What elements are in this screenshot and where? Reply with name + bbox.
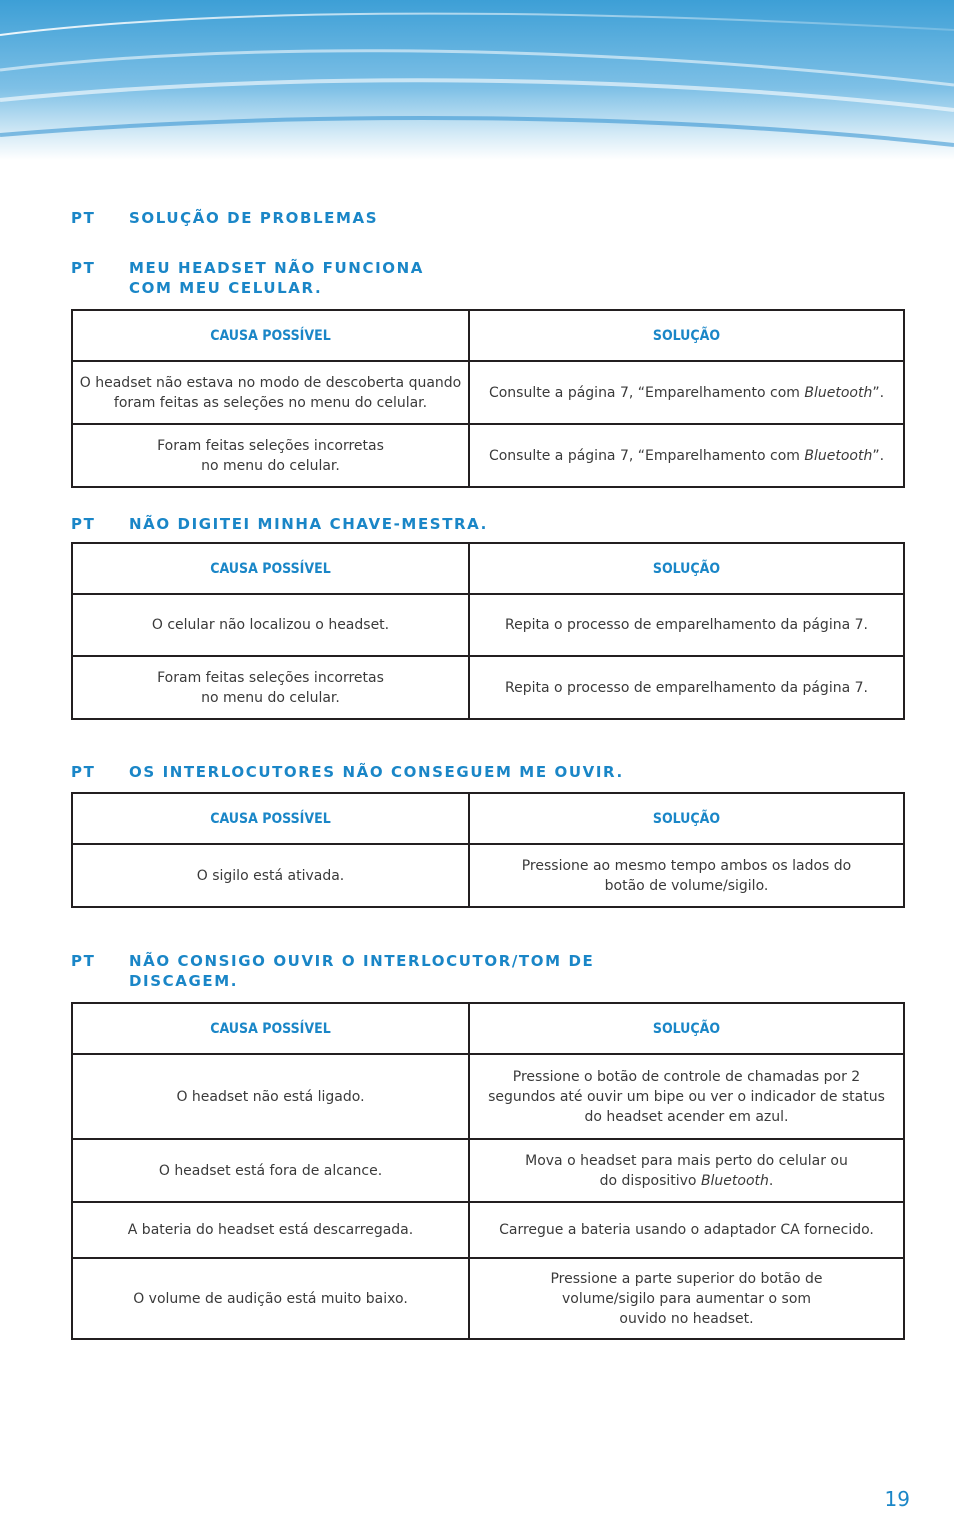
- heading-text-line1: NÃO CONSIGO OUVIR O INTERLOCUTOR/TOM DE: [129, 952, 595, 970]
- column-header-solution: SOLUÇÃO: [469, 543, 904, 594]
- page-number: 19: [884, 1487, 910, 1511]
- table-row: [72, 594, 904, 656]
- table-header-row: [72, 793, 904, 844]
- section-heading-cannot-hear-caller: [71, 951, 594, 991]
- language-code: PT: [71, 515, 96, 533]
- section-heading-headset-not-working: [71, 258, 424, 298]
- troubleshooting-table-1: [71, 309, 905, 488]
- table-row: [72, 361, 904, 424]
- cause-cell: O sigilo está ativada.: [72, 844, 469, 907]
- solution-cell: Carregue a bateria usando o adaptador CA fornecido.: [469, 1202, 904, 1258]
- table-row: [72, 1258, 904, 1339]
- column-header-cause: CAUSA POSSÍVEL: [72, 793, 469, 844]
- column-header-cause: CAUSA POSSÍVEL: [72, 543, 469, 594]
- section-heading-troubleshooting: [71, 208, 378, 228]
- table-row: [72, 844, 904, 907]
- cause-cell: O volume de audição está muito baixo.: [72, 1258, 469, 1339]
- troubleshooting-table-3: [71, 792, 905, 908]
- solution-cell: Repita o processo de emparelhamento da página 7.: [469, 594, 904, 656]
- cause-cell: O headset está fora de alcance.: [72, 1139, 469, 1202]
- heading-text: NÃO DIGITEI MINHA CHAVE-MESTRA.: [129, 515, 488, 533]
- table-row: [72, 656, 904, 719]
- solution-cell: Repita o processo de emparelhamento da página 7.: [469, 656, 904, 719]
- column-header-solution: SOLUÇÃO: [469, 1003, 904, 1054]
- language-code: PT: [71, 209, 96, 227]
- column-header-solution: SOLUÇÃO: [469, 310, 904, 361]
- solution-cell: Pressione a parte superior do botão de volume/sigilo para aumentar o som ouvido no headset.: [469, 1258, 904, 1339]
- cause-cell: O celular não localizou o headset.: [72, 594, 469, 656]
- solution-cell: Pressione ao mesmo tempo ambos os lados do botão de volume/sigilo.: [469, 844, 904, 907]
- section-heading-passkey: [71, 514, 488, 534]
- language-code: PT: [71, 259, 96, 277]
- header-wave-banner: [0, 0, 954, 160]
- cause-cell: O headset não está ligado.: [72, 1054, 469, 1139]
- cause-cell: Foram feitas seleções incorretas no menu do celular.: [72, 656, 469, 719]
- table-header-row: [72, 1003, 904, 1054]
- language-code: PT: [71, 952, 96, 970]
- table-header-row: [72, 310, 904, 361]
- heading-text: SOLUÇÃO DE PROBLEMAS: [129, 209, 379, 227]
- table-row: [72, 424, 904, 487]
- heading-text-line1: MEU HEADSET NÃO FUNCIONA: [129, 259, 424, 277]
- troubleshooting-table-2: [71, 542, 905, 720]
- heading-text: OS INTERLOCUTORES NÃO CONSEGUEM ME OUVIR.: [129, 763, 624, 781]
- language-code: PT: [71, 763, 96, 781]
- column-header-solution: SOLUÇÃO: [469, 793, 904, 844]
- column-header-cause: CAUSA POSSÍVEL: [72, 310, 469, 361]
- section-heading-callers-cannot-hear: [71, 762, 624, 782]
- cause-cell: O headset não estava no modo de descoberta quando foram feitas as seleções no menu do celular.: [72, 361, 469, 424]
- table-row: [72, 1202, 904, 1258]
- cause-cell: Foram feitas seleções incorretas no menu do celular.: [72, 424, 469, 487]
- table-row: [72, 1054, 904, 1139]
- heading-text-line2: COM MEU CELULAR.: [129, 279, 323, 297]
- solution-cell: Consulte a página 7, “Emparelhamento com Bluetooth”.: [469, 424, 904, 487]
- table-row: [72, 1139, 904, 1202]
- solution-cell: Consulte a página 7, “Emparelhamento com Bluetooth”.: [469, 361, 904, 424]
- troubleshooting-table-4: [71, 1002, 905, 1340]
- solution-cell: Pressione o botão de controle de chamadas por 2 segundos até ouvir um bipe ou ver o indicador de status do headset acender em azul.: [469, 1054, 904, 1139]
- heading-text-line2: DISCAGEM.: [129, 972, 239, 990]
- table-header-row: [72, 543, 904, 594]
- cause-cell: A bateria do headset está descarregada.: [72, 1202, 469, 1258]
- solution-cell: Mova o headset para mais perto do celular ou do dispositivo Bluetooth.: [469, 1139, 904, 1202]
- column-header-cause: CAUSA POSSÍVEL: [72, 1003, 469, 1054]
